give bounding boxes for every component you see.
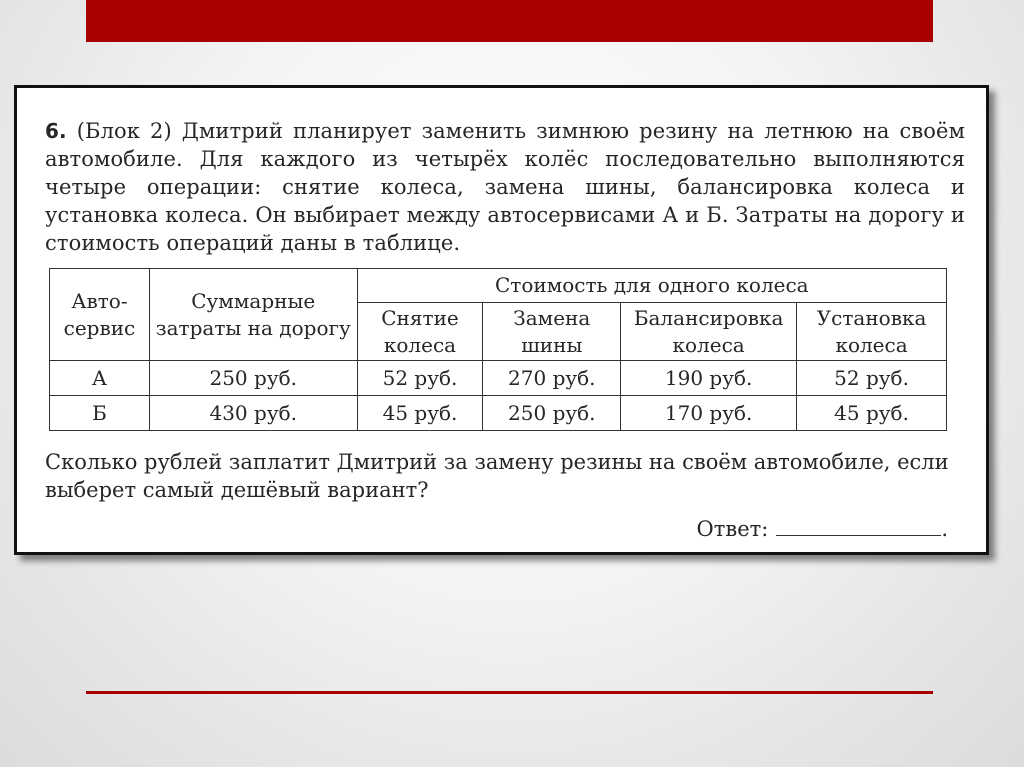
table-row <box>50 396 947 431</box>
header-removal: Снятие колеса <box>357 303 483 361</box>
cell-install: 52 руб. <box>797 361 947 396</box>
answer-blank <box>776 515 941 536</box>
header-tire-change: Замена шины <box>483 303 621 361</box>
answer-line: Ответ: . <box>696 517 948 541</box>
table-row <box>50 361 947 396</box>
problem-statement <box>45 117 965 257</box>
question-text: Сколько рублей заплатит Дмитрий за замену резины на своём автомобиле, если выберет самый дешёвый вариант? <box>45 450 949 502</box>
header-balancing: Балансировка колеса <box>621 303 797 361</box>
top-accent-bar <box>86 0 933 42</box>
header-installation: Установка колеса <box>797 303 947 361</box>
cell-removal: 52 руб. <box>357 361 483 396</box>
cell-road: 250 руб. <box>149 361 357 396</box>
cost-table <box>49 268 947 431</box>
cell-tire: 250 руб. <box>483 396 621 431</box>
cell-removal: 45 руб. <box>357 396 483 431</box>
cell-service: Б <box>50 396 150 431</box>
cell-balance: 170 руб. <box>621 396 797 431</box>
problem-text: (Блок 2) Дмитрий планирует заменить зимнюю резину на летнюю на своём автомобиле. Для каждого из четырёх колёс последовательно выполняются четыре операции: снятие колеса, замена шины, балансировка колеса и установка колеса. Он выбирает между автосервисами А и Б. Затраты на дорогу и стоимость операций даны в таблице. <box>45 119 965 255</box>
cell-tire: 270 руб. <box>483 361 621 396</box>
header-road-costs: Суммарные затраты на дорогу <box>149 269 357 361</box>
problem-card <box>14 85 989 555</box>
cell-balance: 190 руб. <box>621 361 797 396</box>
cell-service: А <box>50 361 150 396</box>
header-service: Авто-сервис <box>50 269 150 361</box>
header-cost-per-wheel: Стоимость для одного колеса <box>357 269 946 303</box>
bottom-accent-rule <box>86 691 933 694</box>
cell-install: 45 руб. <box>797 396 947 431</box>
cell-road: 430 руб. <box>149 396 357 431</box>
problem-number: 6. <box>45 119 67 143</box>
answer-label: Ответ: <box>696 517 769 541</box>
